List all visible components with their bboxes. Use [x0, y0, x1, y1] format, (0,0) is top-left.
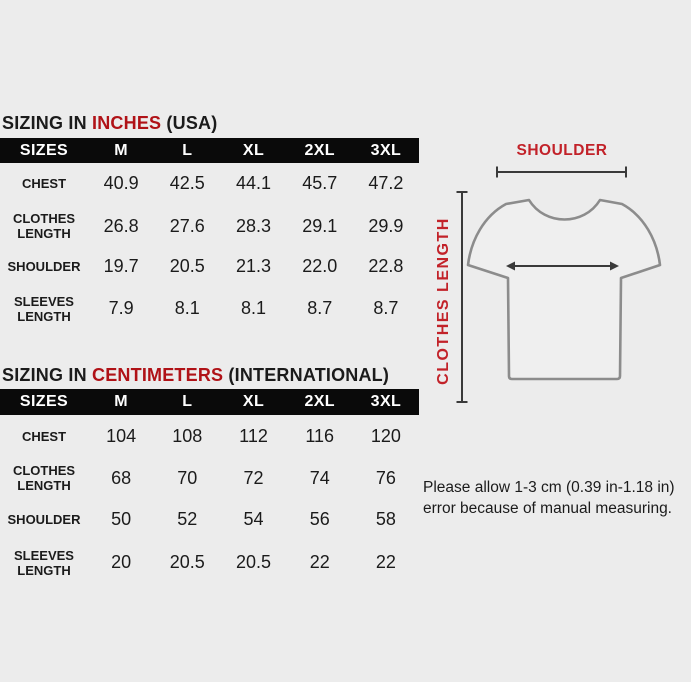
table-row-sleeves-length — [0, 285, 419, 332]
row-label: SHOULDER — [7, 259, 81, 274]
row-label: CHEST — [21, 429, 67, 444]
cell-value: 56 — [309, 508, 330, 529]
cell-value: 108 — [172, 426, 203, 446]
cell-value: 70 — [177, 467, 198, 488]
cell-value: 29.9 — [368, 215, 404, 236]
row-label: CLOTHES LENGTH — [12, 211, 76, 241]
table-row-shoulder — [0, 248, 419, 285]
cell-value: 20.5 — [169, 256, 205, 276]
table-row-chest — [0, 415, 419, 458]
column-header-sizes: SIZES — [19, 393, 69, 410]
table-header-row — [0, 138, 419, 163]
cell-value: 19.7 — [103, 256, 139, 276]
row-label: SLEEVES LENGTH — [14, 293, 74, 324]
cell-value: 68 — [111, 467, 132, 488]
row-label: CLOTHES LENGTH — [12, 463, 76, 493]
clothes-length-measure-label: CLOTHES LENGTH — [435, 217, 452, 385]
cell-value: 47.2 — [368, 173, 404, 193]
cell-value: 74 — [309, 467, 330, 488]
heading-sizing-inches — [2, 113, 217, 134]
table-header-row — [0, 389, 419, 415]
cell-value: 7.9 — [108, 298, 134, 318]
table-row-clothes-length — [0, 204, 419, 248]
cell-value: 8.1 — [240, 298, 267, 318]
cell-value: 8.1 — [174, 298, 200, 318]
cell-value: 22 — [375, 552, 396, 572]
cell-value: 45.7 — [302, 173, 338, 193]
cell-value: 29.1 — [302, 215, 338, 236]
cell-value: 8.7 — [307, 298, 333, 318]
column-header-sizes: SIZES — [19, 141, 69, 159]
cell-value: 22.0 — [302, 256, 338, 276]
cell-value: 26.8 — [103, 215, 139, 236]
sizing-table-centimeters — [0, 389, 419, 585]
cell-value: 116 — [305, 426, 335, 446]
cell-value: 20.5 — [235, 552, 272, 572]
heading-suffix: (USA) — [161, 113, 218, 133]
table-row-shoulder — [0, 498, 419, 540]
row-label: SLEEVES LENGTH — [14, 547, 74, 578]
cell-value: 22 — [309, 552, 330, 572]
column-header-2xl: 2XL — [304, 141, 335, 159]
column-header-l: L — [182, 141, 193, 159]
note-line-2: error because of manual measuring. — [423, 500, 672, 517]
sizing-table-inches — [0, 138, 419, 332]
measuring-error-note — [423, 477, 691, 519]
tshirt-diagram — [430, 155, 691, 410]
clothes-length-measure-line — [457, 192, 468, 402]
heading-unit-centimeters: CENTIMETERS — [92, 365, 224, 385]
cell-value: 104 — [106, 426, 137, 446]
shoulder-measure-label: SHOULDER — [516, 142, 608, 159]
cell-value: 20 — [111, 552, 132, 572]
tshirt-outline — [468, 200, 660, 379]
table-row-sleeves-length — [0, 540, 419, 585]
cell-value: 8.7 — [373, 298, 399, 318]
column-header-l: L — [182, 393, 193, 410]
cell-value: 44.1 — [235, 173, 272, 193]
cell-value: 27.6 — [169, 215, 205, 236]
shoulder-measure-line — [497, 167, 626, 178]
table-row-clothes-length — [0, 458, 419, 498]
cell-value: 42.5 — [169, 173, 205, 193]
cell-value: 58 — [375, 508, 396, 529]
cell-value: 120 — [370, 426, 401, 446]
heading-prefix: SIZING IN — [2, 113, 93, 133]
cell-value: 40.9 — [103, 173, 139, 193]
cell-value: 54 — [243, 508, 264, 529]
column-header-2xl: 2XL — [304, 393, 335, 410]
heading-prefix: SIZING IN — [2, 365, 93, 385]
column-header-3xl: 3XL — [370, 141, 402, 159]
cell-value: 112 — [239, 426, 268, 446]
column-header-xl: XL — [242, 393, 265, 410]
cell-value: 76 — [375, 467, 396, 488]
column-header-m: M — [114, 141, 128, 159]
column-header-xl: XL — [242, 141, 265, 159]
column-header-3xl: 3XL — [370, 393, 402, 410]
cell-value: 50 — [111, 508, 132, 529]
row-label: CHEST — [21, 176, 67, 191]
heading-unit-inches: INCHES — [92, 113, 162, 133]
cell-value: 72 — [243, 467, 264, 488]
column-header-m: M — [114, 393, 128, 410]
note-line-1: Please allow 1-3 cm (0.39 in-1.18 in) — [423, 479, 675, 496]
heading-sizing-centimeters — [2, 365, 389, 386]
cell-value: 20.5 — [169, 552, 205, 572]
row-label: SHOULDER — [7, 511, 81, 527]
cell-value: 21.3 — [235, 256, 272, 276]
heading-suffix: (INTERNATIONAL) — [223, 365, 390, 385]
cell-value: 52 — [177, 508, 198, 529]
cell-value: 22.8 — [368, 256, 404, 276]
cell-value: 28.3 — [235, 215, 272, 236]
table-row-chest — [0, 163, 419, 204]
